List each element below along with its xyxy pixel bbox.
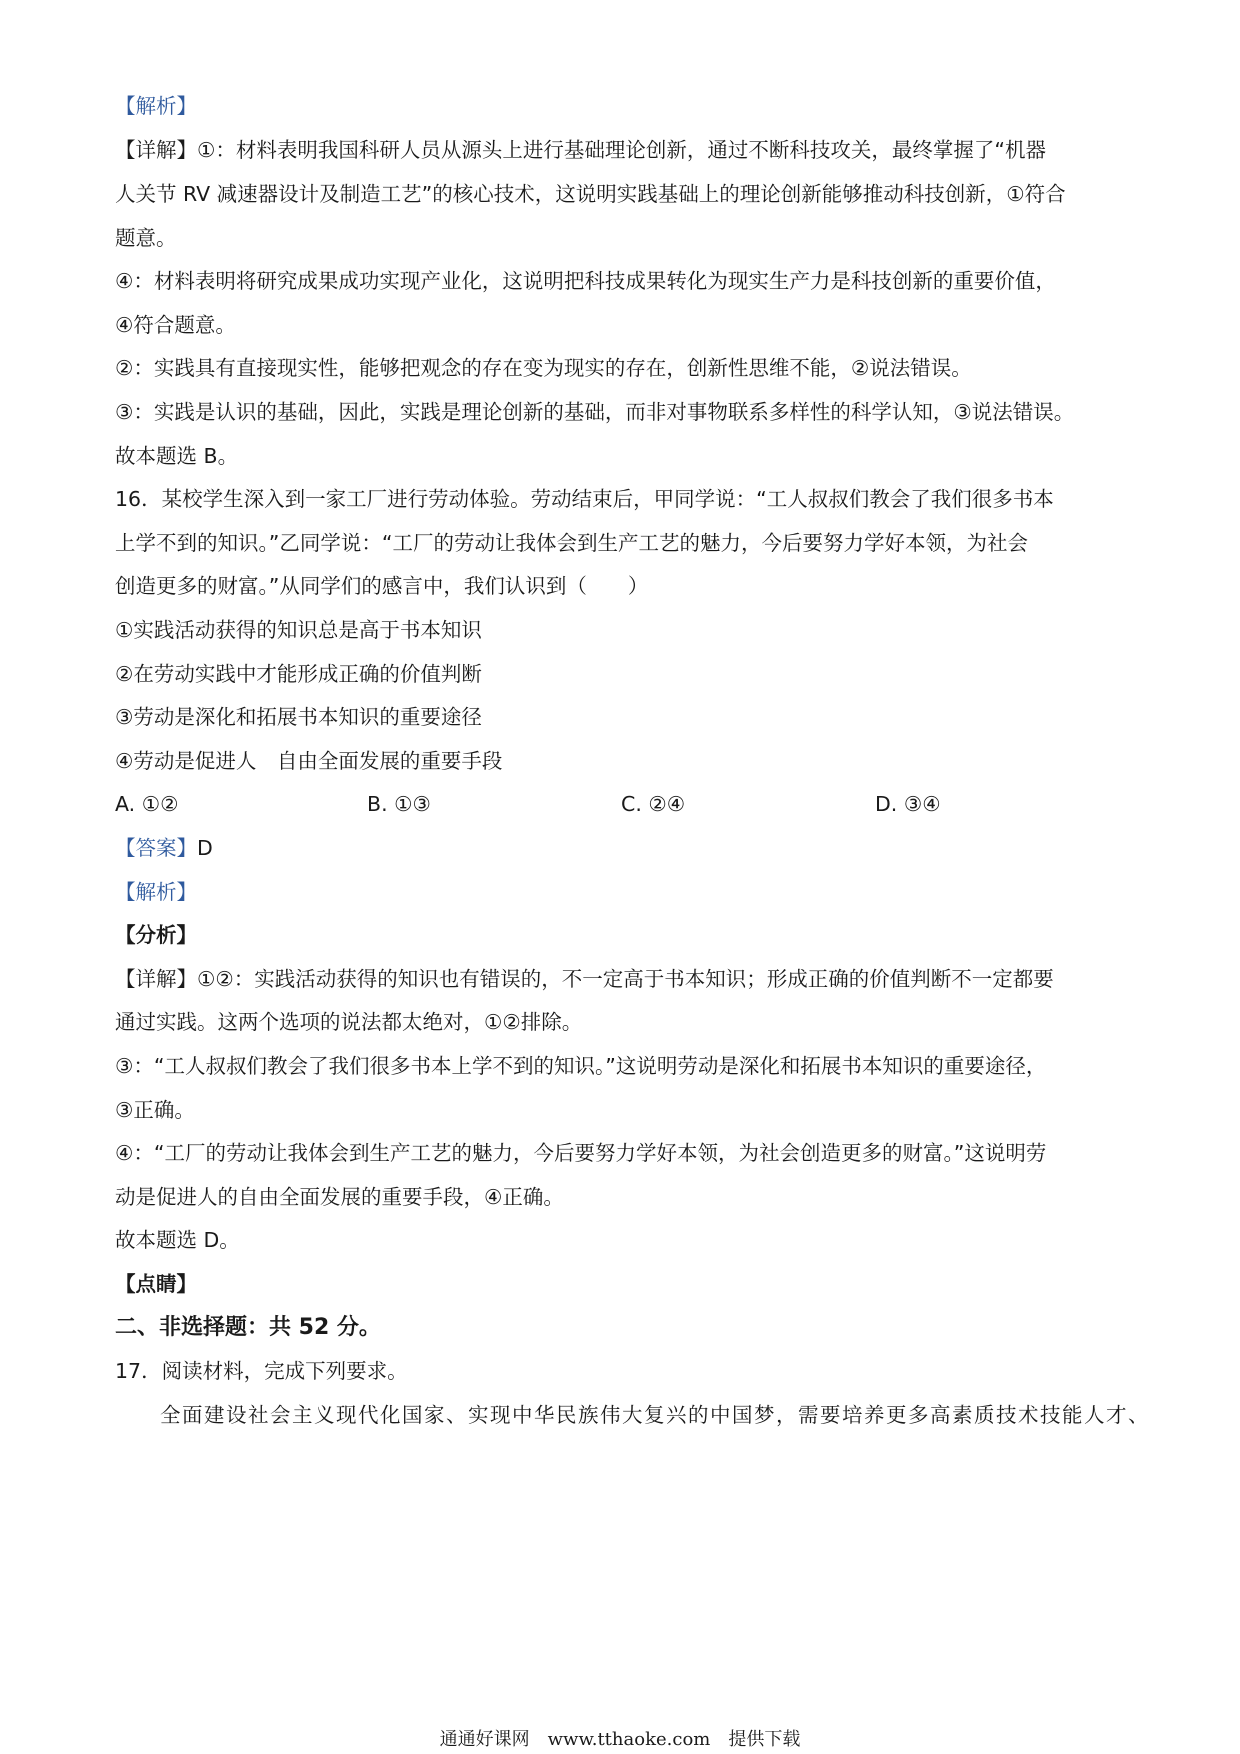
statement-2: ②在劳动实践中才能形成正确的价值判断 [115,662,482,686]
detail-line-6: ②：实践具有直接现实性，能够把观念的存在变为现实的存在，创新性思维不能，②说法错误。 [115,356,972,380]
option-a: A. ①② [115,792,179,816]
question-17-material: 全面建设社会主义现代化国家、实现中华民族伟大复兴的中国梦，需要培养更多高素质技术技能人才、 [160,1403,1150,1427]
question-16-line-1: 16．某校学生深入到一家工厂进行劳动体验。劳动结束后，甲同学说：“工人叔叔们教会了我们很多书本 [115,487,1054,511]
detail-2-line-3: ③：“工人叔叔们教会了我们很多书本上学不到的知识。”这说明劳动是深化和拓展书本知识的重要途径， [115,1054,1047,1078]
answer-line [115,833,1140,863]
detail-2-line-5: ④：“工厂的劳动让我体会到生产工艺的魅力，今后要努力学好本领，为社会创造更多的财富。”这说明劳 [115,1141,1047,1165]
conclusion-line: 故本题选 B。 [115,444,239,468]
detail-2-line-1: 【详解】①②：实践活动获得的知识也有错误的，不一定高于书本知识；形成正确的价值判断不一定都要 [115,967,1054,991]
question-17: 17．阅读材料，完成下列要求。 [115,1359,408,1383]
question-16-line-2: 上学不到的知识。”乙同学说：“工厂的劳动让我体会到生产工艺的魅力，今后要努力学好本领，为社会 [115,531,1028,555]
section-2-heading: 二、非选择题：共 52 分。 [115,1315,381,1340]
conclusion-line-2: 故本题选 D。 [115,1228,240,1252]
detail-line-2: 人关节 RV 减速器设计及制造工艺”的核心技术，这说明实践基础上的理论创新能够推动科技创新，①符合 [115,182,1066,206]
detail-line-1: 【详解】①：材料表明我国科研人员从源头上进行基础理论创新，通过不断科技攻关，最终掌握了“机器 [115,138,1046,162]
option-d: D. ③④ [875,792,941,816]
detail-line-3: 题意。 [115,226,177,250]
detail-line-7: ③：实践是认识的基础，因此，实践是理论创新的基础，而非对事物联系多样性的科学认知，③说法错误。 [115,400,1075,424]
option-b: B. ①③ [367,792,431,816]
analysis-tag: 【解析】 [115,94,197,118]
page-footer: 通通好课网 www.tthaoke.com 提供下载 [439,1729,801,1750]
statement-4: ④劳动是促进人 自由全面发展的重要手段 [115,749,503,773]
detail-line-4: ④：材料表明将研究成果成功实现产业化，这说明把科技成果转化为现实生产力是科技创新的重要价值， [115,269,1056,293]
question-16-line-3: 创造更多的财富。”从同学们的感言中，我们认识到（ ） [115,574,649,598]
detail-2-line-4: ③正确。 [115,1098,195,1122]
option-c: C. ②④ [621,792,686,816]
detail-2-line-6: 动是促进人的自由全面发展的重要手段，④正确。 [115,1185,564,1209]
statement-3: ③劳动是深化和拓展书本知识的重要途径 [115,705,482,729]
statement-1: ①实践活动获得的知识总是高于书本知识 [115,618,482,642]
fenxi-tag: 【分析】 [115,923,197,947]
analysis-tag-2: 【解析】 [115,880,197,904]
answer-value: D [197,836,213,860]
answer-tag: 【答案】 [115,836,197,860]
detail-line-5: ④符合题意。 [115,313,236,337]
dianjing-tag: 【点睛】 [115,1272,197,1296]
detail-2-line-2: 通过实践。这两个选项的说法都太绝对，①②排除。 [115,1010,583,1034]
